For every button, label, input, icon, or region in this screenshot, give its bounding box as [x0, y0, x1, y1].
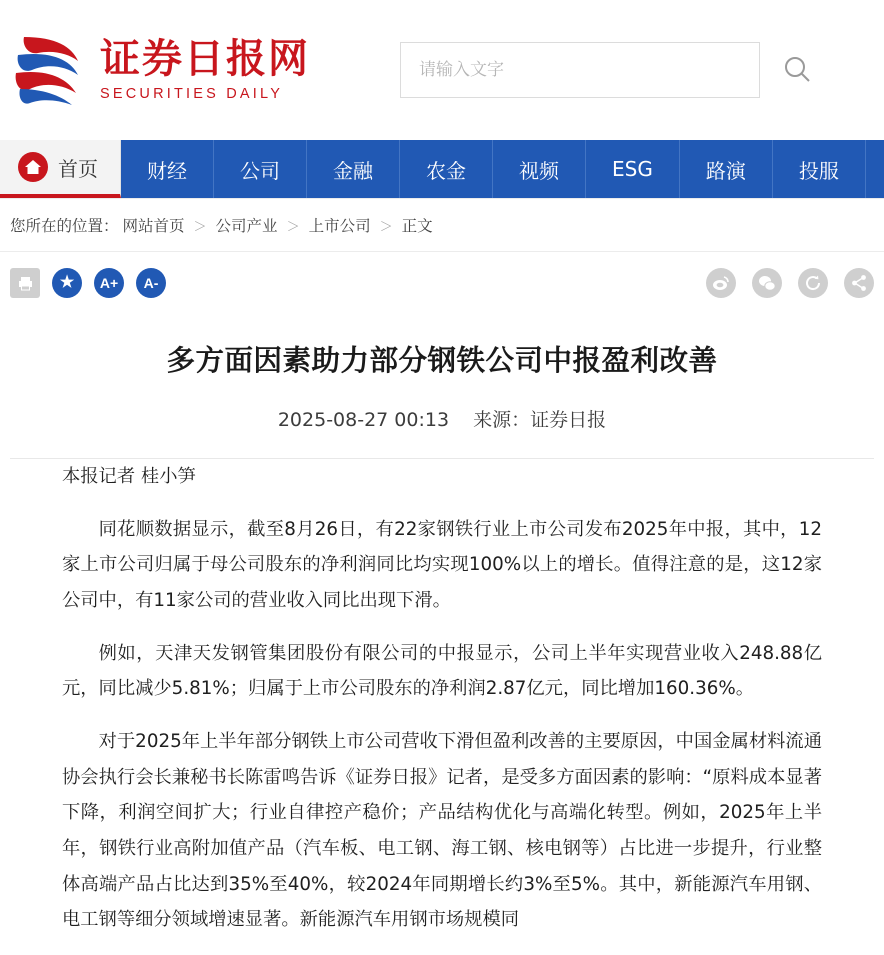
article	[0, 338, 884, 938]
nav-item-jinrong[interactable]	[307, 140, 400, 198]
breadcrumb-item-3: 正文	[401, 217, 433, 235]
nav-item-shipin[interactable]	[493, 140, 586, 198]
breadcrumb	[0, 198, 884, 252]
article-toolbar	[0, 252, 884, 314]
article-meta	[10, 405, 874, 459]
breadcrumb-separator: ＞	[286, 219, 300, 235]
nav-item-gongsi[interactable]	[214, 140, 307, 198]
search-box[interactable]	[400, 42, 760, 98]
search-area	[400, 42, 834, 98]
nav-item-label: 金融	[333, 158, 373, 183]
share-icon[interactable]	[844, 268, 874, 298]
star-glyph: ★	[59, 274, 75, 291]
print-icon[interactable]	[10, 268, 40, 298]
logo-text-cn: 证券日报网	[100, 36, 310, 82]
main-navigation	[0, 140, 884, 198]
search-input[interactable]	[417, 59, 743, 81]
nav-item-label: 财经	[147, 158, 187, 183]
nav-item-toufu[interactable]	[773, 140, 866, 198]
nav-item-label: 首页	[58, 156, 98, 181]
article-source: 证券日报	[530, 409, 607, 431]
page-title: 多方面因素助力部分钢铁公司中报盈利改善	[166, 344, 718, 377]
favorite-star-icon[interactable]	[52, 268, 82, 298]
nav-item-label: 视频	[519, 158, 559, 183]
breadcrumb-separator: ＞	[193, 219, 207, 235]
breadcrumb-separator: ＞	[379, 219, 393, 235]
nav-item-label: 农金	[426, 158, 466, 183]
home-icon	[18, 152, 48, 182]
search-icon	[782, 54, 812, 87]
font-increase-icon[interactable]	[94, 268, 124, 298]
article-datetime: 2025-08-27 00:13	[277, 409, 450, 431]
nav-item-esg[interactable]	[586, 140, 680, 198]
nav-item-luyan[interactable]	[680, 140, 773, 198]
breadcrumb-label: 您所在的位置：	[10, 217, 119, 235]
article-source-label: 来源：	[473, 409, 531, 431]
site-logo[interactable]	[8, 31, 328, 109]
font-increase-label: A+	[99, 275, 119, 291]
refresh-icon[interactable]	[798, 268, 828, 298]
nav-item-label: ESG	[612, 157, 653, 181]
article-byline: 本报记者 桂小笋	[62, 466, 196, 487]
font-decrease-label: A-	[143, 275, 159, 291]
nav-item-caijing[interactable]	[121, 140, 214, 198]
breadcrumb-item-2[interactable]: 上市公司	[308, 217, 371, 235]
breadcrumb-item-0[interactable]: 网站首页	[122, 217, 185, 235]
article-paragraph: 例如，天津天发钢管集团股份有限公司的中报显示，公司上半年实现营业收入248.88亿元，同比减少5.81%；归属于上市公司股东的净利润2.87亿元，同比增加160.36%。	[62, 642, 822, 700]
nav-item-label: 公司	[240, 158, 280, 183]
font-decrease-icon[interactable]	[136, 268, 166, 298]
toolbar-right-group	[690, 268, 874, 298]
breadcrumb-item-1[interactable]: 公司产业	[215, 217, 278, 235]
nav-item-home[interactable]	[0, 140, 121, 198]
search-button[interactable]	[760, 42, 834, 98]
article-paragraph: 同花顺数据显示，截至8月26日，有22家钢铁行业上市公司发布2025年中报，其中，12家上市公司归属于母公司股东的净利润同比均实现100%以上的增长。值得注意的是，这12家公司中，有11家公司的营业收入同比出现下滑。	[62, 518, 822, 612]
nav-item-nongjin[interactable]	[400, 140, 493, 198]
logo-text-en: SECURITIES DAILY	[100, 86, 284, 102]
nav-item-label: 投服	[798, 158, 839, 183]
weibo-share-icon[interactable]	[706, 268, 736, 298]
logo-mark-icon	[12, 31, 88, 109]
article-body	[10, 459, 874, 938]
nav-item-label: 路演	[705, 158, 746, 183]
toolbar-left-group	[10, 268, 178, 298]
site-header	[0, 0, 884, 140]
wechat-share-icon[interactable]	[752, 268, 782, 298]
article-paragraph: 对于2025年上半年部分钢铁上市公司营收下滑但盈利改善的主要原因，中国金属材料流通协会执行会长兼秘书长陈雷鸣告诉《证券日报》记者，是受多方面因素的影响：“原料成本显著下降，利润空间扩大；行业自律控产稳价；产品结构优化与高端化转型。例如，2025年上半年，钢铁行业高附加值产品（汽车板、电工钢、海工钢、核电钢等）占比进一步提升，行业整体高端产品占比达到35%至40%，较2024年同期增长约3%至5%。其中，新能源汽车用钢、电工钢等细分领域增速显著。新能源汽车用钢市场规模同	[62, 731, 822, 931]
